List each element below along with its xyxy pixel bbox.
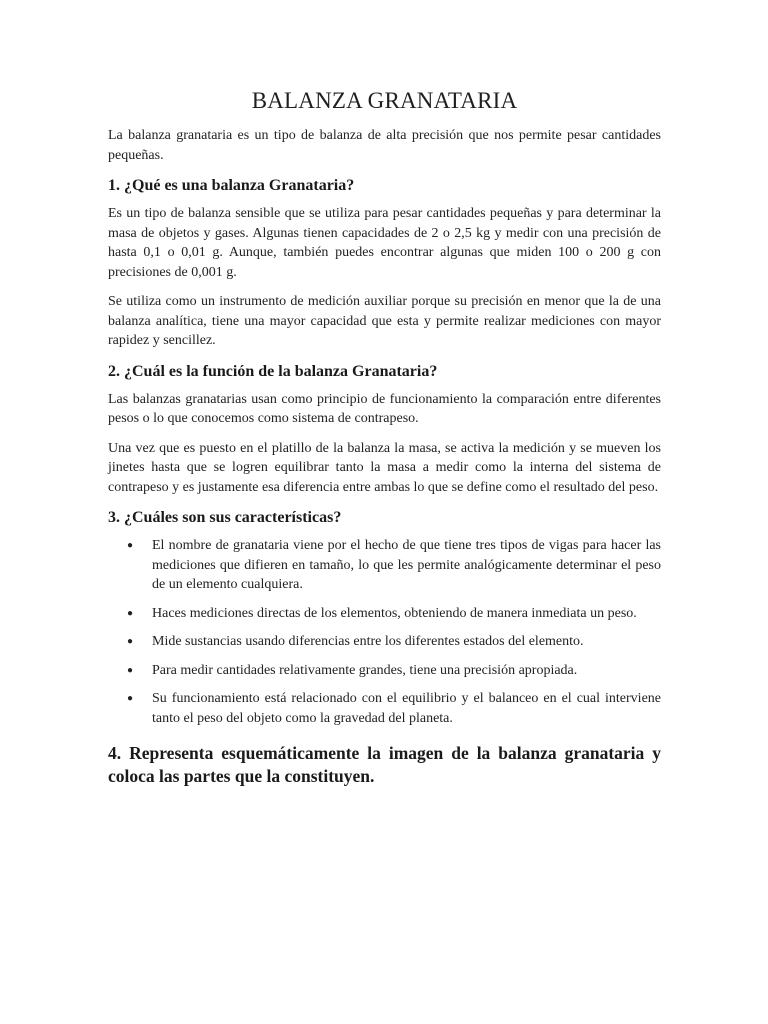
section-2-heading: 2. ¿Cuál es la función de la balanza Granataria? [108,362,438,380]
bullet-icon: ● [127,693,134,704]
section-1-paragraph-1: Es un tipo de balanza sensible que se utiliza para pesar cantidades pequeñas y para determinar la masa de objetos y gases. Algunas tienen capacidades de 2 o 2,5 kg y medir con una precisión de hasta 0,1 o 0,01 g. Aunque, también puedes encontrar algunas que miden 100 o 200 g con precisiones de 0,001 g. [108,206,661,280]
section-1-heading: 1. ¿Qué es una balanza Granataria? [108,177,355,194]
list-item [108,632,661,652]
section-2-paragraph-2: Una vez que es puesto en el platillo de la balanza la masa, se activa la medición y se mueven los jinetes hasta que se logren equilibrar tanto la masa a medir como la interna del sistema de contrapeso y es justamente esa diferencia entre ambas lo que se define como el resultado del peso. [108,440,661,495]
list-item [108,689,661,728]
list-item-text: Mide sustancias usando diferencias entre los diferentes estados del elemento. [152,634,584,649]
list-item-text: Su funcionamiento está relacionado con el equilibrio y el balanceo en el cual interviene tanto el peso del objeto como la gravedad del planeta. [152,691,661,726]
list-item-text: Haces mediciones directas de los elementos, obteniendo de manera inmediata un peso. [152,605,637,621]
list-item [108,604,661,624]
section-4-heading: 4. Representa esquemáticamente la imagen de la balanza granataria y coloca las partes que la constituyen. [108,743,661,786]
document-page [108,88,661,797]
bullet-icon: ● [127,540,134,551]
document-title: BALANZA GRANATARIA [251,88,518,113]
bullet-icon: ● [127,607,134,619]
list-item [108,536,661,595]
characteristics-list [108,536,661,728]
list-item-text: El nombre de granataria viene por el hecho de que tiene tres tipos de vigas para hacer las mediciones que difieren en tamaño, lo que les permite analógicamente determinar el peso de un elemento cualquiera. [152,538,661,592]
section-2-paragraph-1: Las balanzas granatarias usan como principio de funcionamiento la comparación entre diferentes pesos o lo que conocemos como sistema de contrapeso. [108,391,661,426]
bullet-icon: ● [127,636,134,647]
section-1-paragraph-2: Se utiliza como un instrumento de medición auxiliar porque su precisión en menor que la de una balanza analítica, tiene una mayor capacidad que esta y permite realizar mediciones con mayor rapidez y sencillez. [108,294,661,348]
list-item [108,661,661,681]
list-item-text: Para medir cantidades relativamente grandes, tiene una precisión apropiada. [152,662,578,678]
section-3-heading: 3. ¿Cuáles son sus características? [108,509,342,526]
intro-paragraph: La balanza granataria es un tipo de balanza de alta precisión que nos permite pesar cantidades pequeñas. [108,128,661,163]
bullet-icon: ● [127,664,134,676]
